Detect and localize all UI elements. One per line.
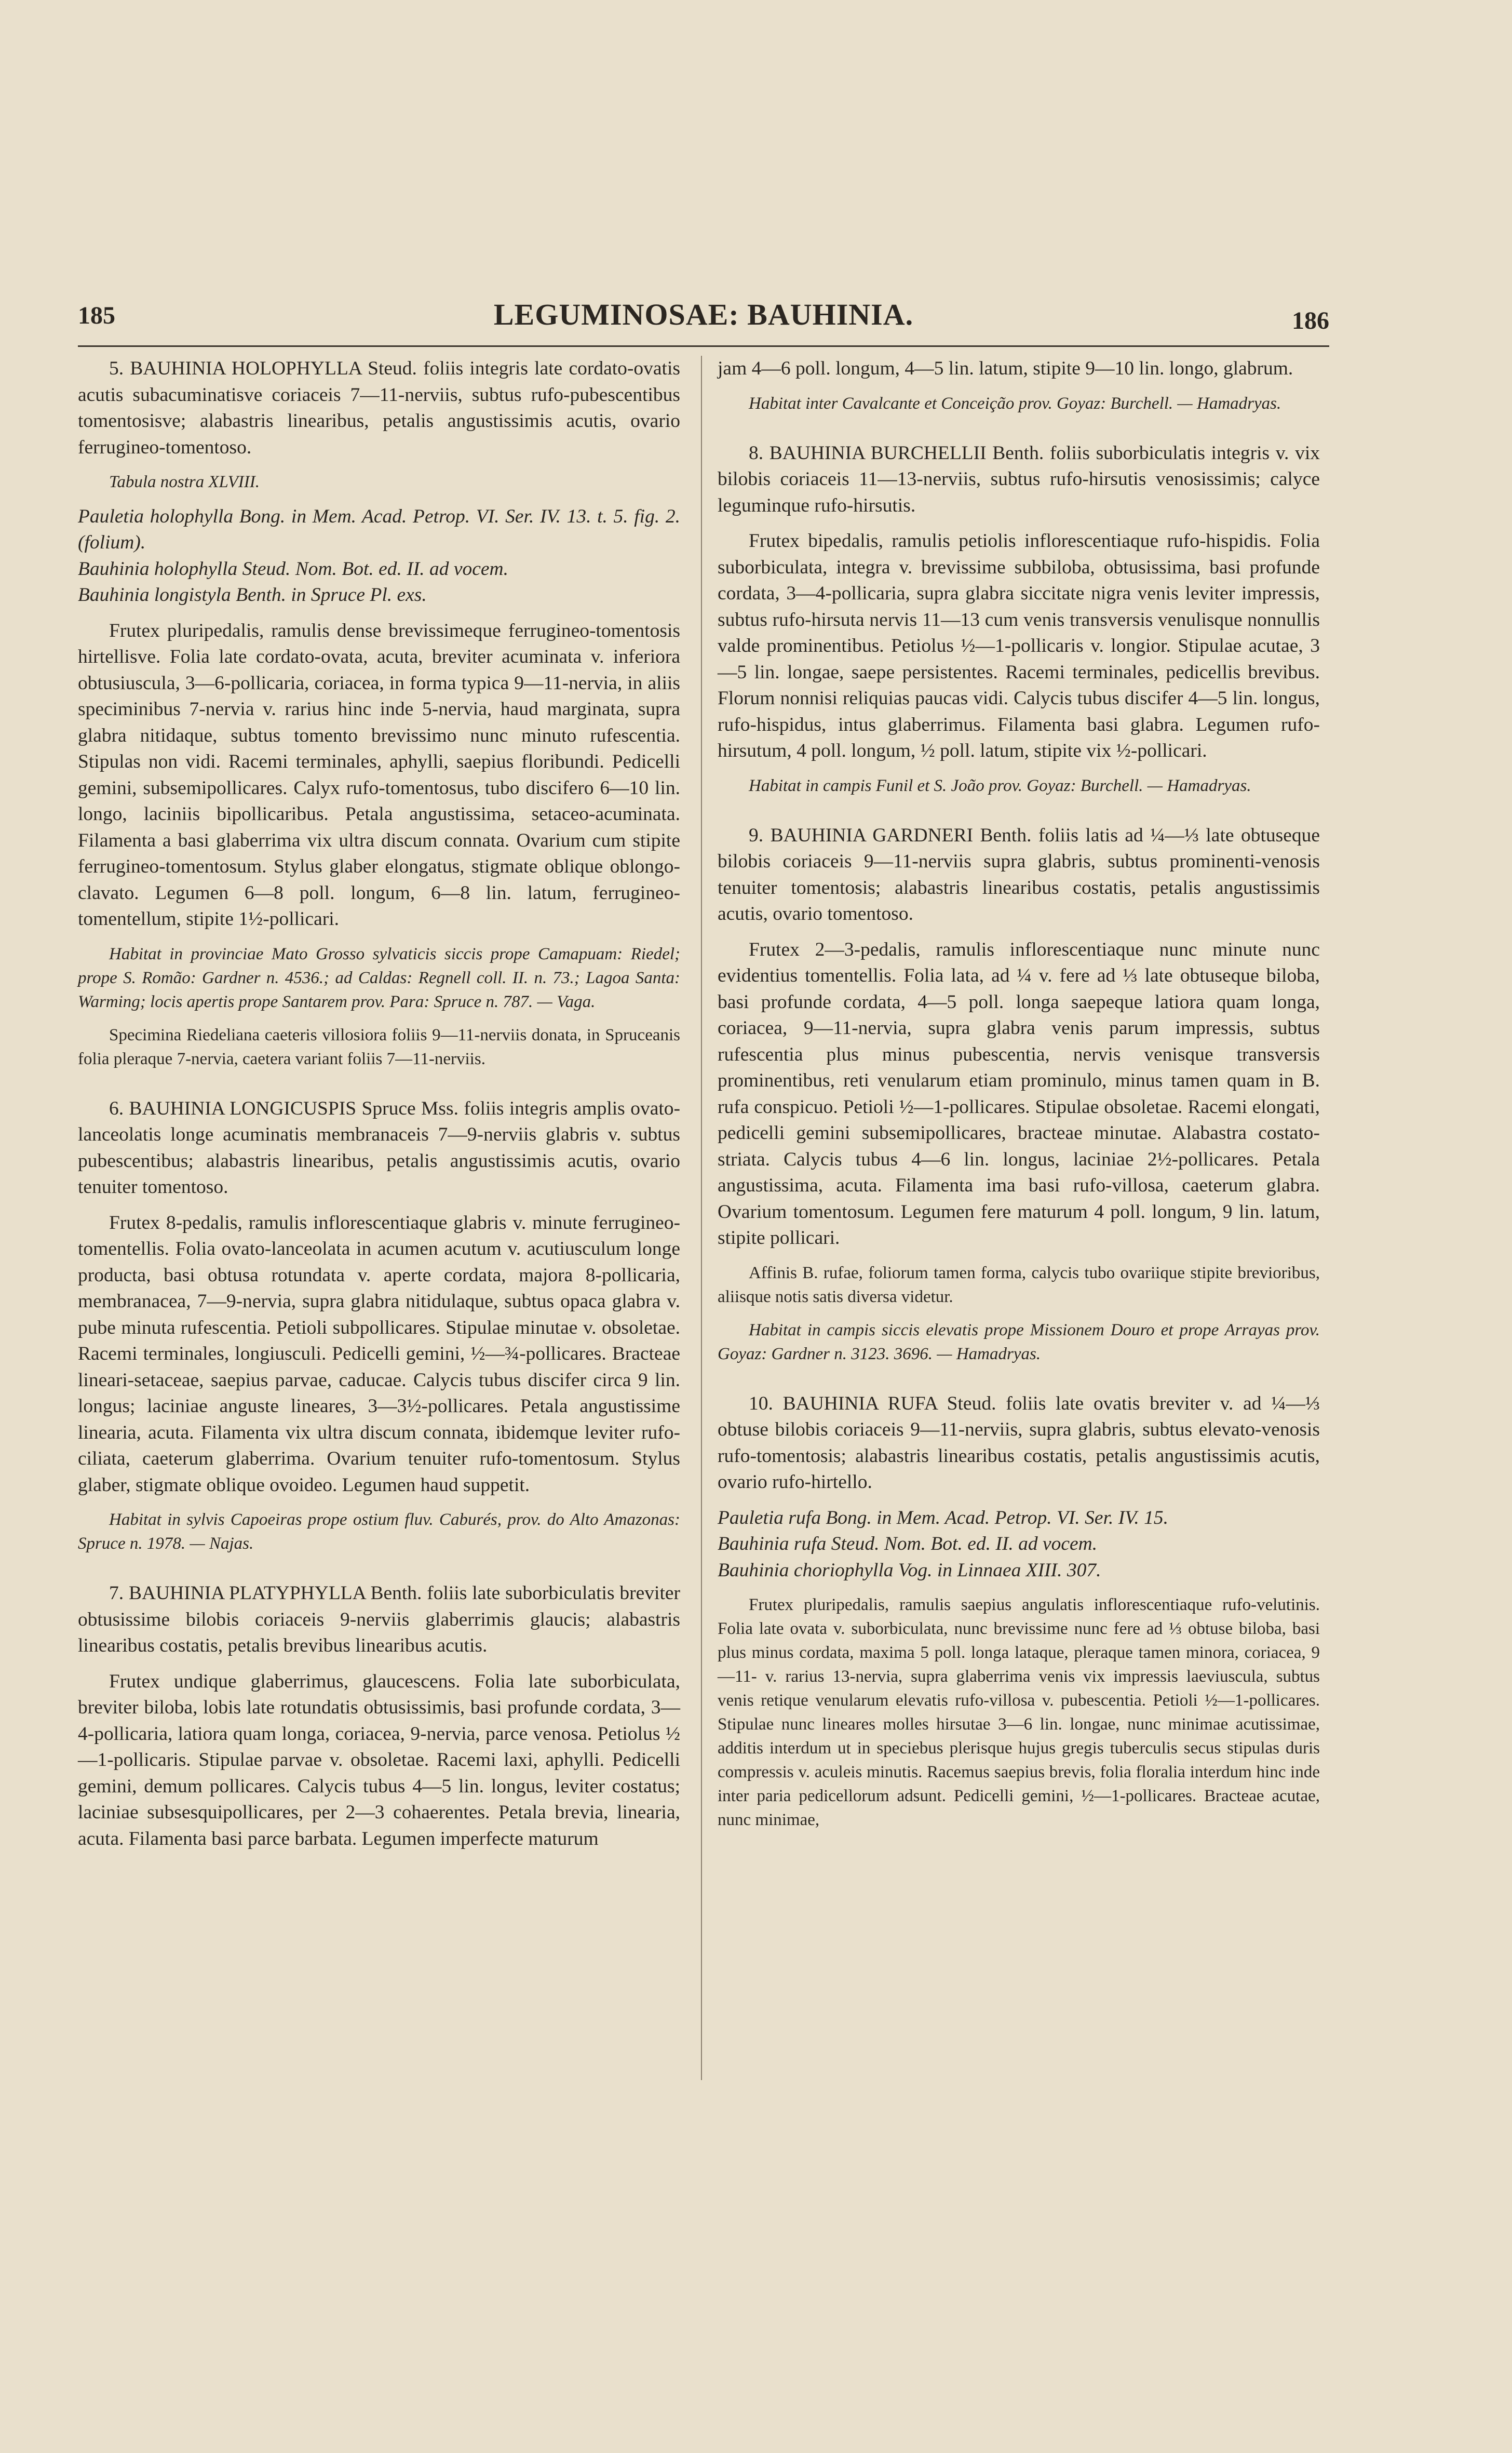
species-6-habitat: Habitat in sylvis Capoeiras prope ostium fluv. Caburés, prov. do Alto Amazonas: Spruce n. 1978. — Najas. <box>78 1510 680 1553</box>
page-header <box>78 297 1329 339</box>
species-9-description: Frutex 2—3-pedalis, ramulis inflorescentiaque nunc minute nunc evidentius tomentellis. Folia lata, ad ¼ v. fere ad ⅓ late obtuseque biloba, basi profunde cordata, 4—5 poll. longa saepeque latiora quam longa, coriacea, 9—11-nervia, supra glabra venis parum impressis, subtus rufescentia plus minus pubescentia, nervis venisque transversis prominentibus, reti venularum etiam prominulo, minus tamen quam in B. rufa conspicuo. Petioli ½—1-pollicares. Stipulae obsoletae. Racemi elongati, pedicelli gemini subsemipollicares, bracteae minutae. Alabastra costato-striata. Calycis tubus 4—6 lin. longus, laciniae 2½-pollicares. Petala angustissima, acuta. Filamenta ima basi rufo-villosa, caeterum glabra. Ovarium tomentosum. Legumen fere maturum 4 poll. longum, 9 lin. latum, stipite pollicari. <box>718 939 1320 1249</box>
species-9-note: Affinis B. rufae, foliorum tamen forma, calycis tubo ovariique stipite brevioribus, aliisque notis satis diversa videtur. <box>718 1263 1320 1306</box>
species-7-diagnosis: 7. BAUHINIA PLATYPHYLLA Benth. foliis late suborbiculatis breviter obtusissime bilobis coriaceis 9-nerviis glaberrimis glaucis; alabastris linearibus costatis, petalis brevibus linearibus acutis. <box>78 1583 680 1656</box>
species-5-synonym-2: Bauhinia holophylla Steud. Nom. Bot. ed. II. ad vocem. <box>78 558 509 580</box>
right-column <box>718 356 1320 1832</box>
header-rule <box>78 345 1329 347</box>
species-5-note: Specimina Riedeliana caeteris villosiora foliis 9—11-nerviis donata, in Spruceanis folia pleraque 7-nervia, caetera variant foliis 7—11-nerviis. <box>78 1025 680 1068</box>
species-5-tabula: Tabula nostra XLVIII. <box>109 473 260 491</box>
page-number-left: 185 <box>78 302 115 329</box>
species-5-habitat: Habitat in provinciae Mato Grosso sylvaticis siccis prope Camapuam: Riedel; prope S. Romão: Gardner n. 4536.; ad Caldas: Regnell coll. II. n. 73.; Lagoa Santa: Warming; locis apertis prope Santarem prov. Para: Spruce n. 787. — Vaga. <box>78 944 680 1011</box>
species-7-description-continued: jam 4—6 poll. longum, 4—5 lin. latum, stipite 9—10 lin. longo, glabrum. <box>718 358 1293 379</box>
species-5-synonym-1: Pauletia holophylla Bong. in Mem. Acad. Petrop. VI. Ser. IV. 13. t. 5. fig. 2. (folium). <box>78 505 680 553</box>
species-10-description: Frutex pluripedalis, ramulis saepius angulatis inflorescentiaque rufo-velutinis. Folia late ovata v. suborbiculata, nunc brevissime nunc fere ad ⅓ obtuse biloba, basi plus minus cordata, maxima 5 poll. longa lataque, pleraque tamen minora, coriacea, 9—11- v. rarius 13-nervia, supra glaberrima venis vix impressis laeviuscula, subtus venis retique venularum elevatis rufo-villosa v. pubescentia. Petioli ½—1-pollicares. Stipulae nunc lineares molles hirsutae 3—6 lin. longae, nunc minimae acutissimae, additis interdum ut in speciebus plerisque hujus gregis tuberculis secus stipulas duris compressis v. aculeis minutis. Racemus saepius brevis, folia floralia interdum hinc inde inter paria pedicellorum adsunt. Pedicelli gemini, ½—1-pollicares. Bracteae acutae, nunc minimae, <box>718 1596 1320 1829</box>
column-divider <box>701 356 702 2080</box>
species-7-habitat: Habitat inter Cavalcante et Conceição prov. Goyaz: Burchell. — Hamadryas. <box>749 394 1281 413</box>
species-10-synonym-2: Bauhinia rufa Steud. Nom. Bot. ed. II. ad vocem. <box>718 1533 1098 1554</box>
species-5-diagnosis: 5. BAUHINIA HOLOPHYLLA Steud. foliis integris late cordato-ovatis acutis subacuminatisve coriaceis 7—11-nerviis, subtus rufo-pubescentibus tomentosisve; alabastris linearibus, petalis angustissimis acutis, ovario ferrugineo-tomentoso. <box>78 358 680 458</box>
species-10-diagnosis: 10. BAUHINIA RUFA Steud. foliis late ovatis breviter v. ad ¼—⅓ obtuse bilobis coriaceis 9—11-nerviis, supra glabris, subtus elevato-venosis rufo-tomentosis; alabastris linearibus costatis, petalis angustissimis acutis, ovario rufo-hirtello. <box>718 1392 1320 1493</box>
species-8-diagnosis: 8. BAUHINIA BURCHELLII Benth. foliis suborbiculatis integris v. vix bilobis coriaceis 11—13-nerviis, subtus rufo-hirsutis venosissimis; calyce leguminque rufo-hirsutis. <box>718 442 1320 516</box>
species-8-habitat: Habitat in campis Funil et S. João prov. Goyaz: Burchell. — Hamadryas. <box>749 776 1251 795</box>
running-head: LEGUMINOSAE: BAUHINIA. <box>493 298 914 331</box>
species-5-description: Frutex pluripedalis, ramulis dense brevissimeque ferrugineo-tomentosis hirtellisve. Folia late cordato-ovata, acuta, breviter acuminata v. inferiora obtusiuscula, 3—6-pollicaria, coriacea, in forma typica 9—11-nervia, in aliis speciminibus 7-nervia v. rarius hinc inde 5-nervia, haud marginata, supra glabra nitidaque, subtus tomento brevissimo nunc minuto rufescentia. Stipulas non vidi. Racemi terminales, aphylli, saepius floribundi. Pedicelli gemini, subsemipollicares. Calyx rufo-tomentosus, tubo discifero 6—10 lin. longo, laciniis bipollicaribus. Petala angustissima, setaceo-acuminata. Filamenta a basi glaberrima vix ultra discum connata. Ovarium cum stipite ferrugineo-tomentosum. Stylus glaber elongatus, stigmate oblique oblongo-clavato. Legumen 6—8 poll. longum, 6—8 lin. latum, ferrugineo-tomentellum, stipite 1½-pollicari. <box>78 620 680 930</box>
species-6-diagnosis: 6. BAUHINIA LONGICUSPIS Spruce Mss. foliis integris amplis ovato-lanceolatis longe acuminatis membranaceis 7—9-nerviis glabris v. subtus pubescentibus; alabastris linearibus, petalis angustissimis acutis, ovario tenuiter tomentoso. <box>78 1097 680 1198</box>
page-number-right: 186 <box>1292 307 1329 334</box>
species-7-description: Frutex undique glaberrimus, glaucescens. Folia late suborbiculata, breviter biloba, lobis late rotundatis obtusissimis, basi profunde cordata, 3—4-pollicaria, latiora quam longa, coriacea, 9-nervia, parce venosa. Petiolus ½—1-pollicaris. Stipulae parvae v. obsoletae. Racemi laxi, aphylli. Pedicelli gemini, demum pollicares. Calycis tubus 4—5 lin. longus, leviter costatus; laciniae subsesquipollicares, per 2—3 cohaerentes. Petala brevia, linearia, acuta. Filamenta basi parce barbata. Legumen imperfecte maturum <box>78 1670 680 1849</box>
species-10-synonym-3: Bauhinia choriophylla Vog. in Linnaea XIII. 307. <box>718 1559 1101 1581</box>
species-5-synonym-3: Bauhinia longistyla Benth. in Spruce Pl. exs. <box>78 584 427 606</box>
species-8-description: Frutex bipedalis, ramulis petiolis inflorescentiaque rufo-hispidis. Folia suborbiculata, integra v. brevissime subbiloba, obtusissima, basi profunde cordata, 3—4-pollicaria, supra glabra siccitate nigra venis leviter impressis, subtus rufo-hirsuta nervis 11—13 cum venis transversis venulisque nonnullis valde prominentibus. Petiolus ½—1-pollicaris v. longior. Stipulae acutae, 3—5 lin. longae, saepe persistentes. Racemi terminales, pedicellis brevibus. Florum nonnisi reliquias paucas vidi. Calycis tubus discifer 4—5 lin. longus, rufo-hispidus, intus glaberrimus. Filamenta basi glabra. Legumen rufo-hirsutum, 4 poll. longum, ½ poll. latum, stipite vix ½-pollicari. <box>718 530 1320 761</box>
species-9-diagnosis: 9. BAUHINIA GARDNERI Benth. foliis latis ad ¼—⅓ late obtuseque bilobis coriaceis 9—11-nerviis supra glabris, subtus prominenti-venosis tenuiter tomentosis; alabastris linearibus costatis, petalis angustissimis acutis, ovario tomentoso. <box>718 824 1320 924</box>
species-9-habitat: Habitat in campis siccis elevatis prope Missionem Douro et prope Arrayas prov. Goyaz: Gardner n. 3123. 3696. — Hamadryas. <box>718 1320 1320 1363</box>
species-6-description: Frutex 8-pedalis, ramulis inflorescentiaque glabris v. minute ferrugineo-tomentellis. Folia ovato-lanceolata in acumen acutum v. acutiusculum longe producta, basi obtusa rotundata v. aperte cordata, majora 8-pollicaria, membranacea, 7—9-nervia, supra glabra nitidulaque, subtus opaca glabra v. pube minuta rufescentia. Petioli subpollicares. Stipulae minutae v. obsoletae. Racemi terminales, longiusculi. Pedicelli gemini, ½—¾-pollicares. Bracteae lineari-setaceae, saepius parvae, caducae. Calycis tubus discifer circa 9 lin. longus; laciniae anguste lineares, 3—3½-pollicares. Petala angustissime linearia, acuta. Filamenta vix ultra discum connata, ibidemque leviter rufo-ciliata, caeterum glaberrima. Ovarium tenuiter rufo-tomentosum. Stylus glaber, stigmate oblique ovoideo. Legumen haud suppetit. <box>78 1212 680 1496</box>
species-10-synonym-1: Pauletia rufa Bong. in Mem. Acad. Petrop. VI. Ser. IV. 15. <box>718 1507 1168 1529</box>
left-column <box>78 356 680 1852</box>
